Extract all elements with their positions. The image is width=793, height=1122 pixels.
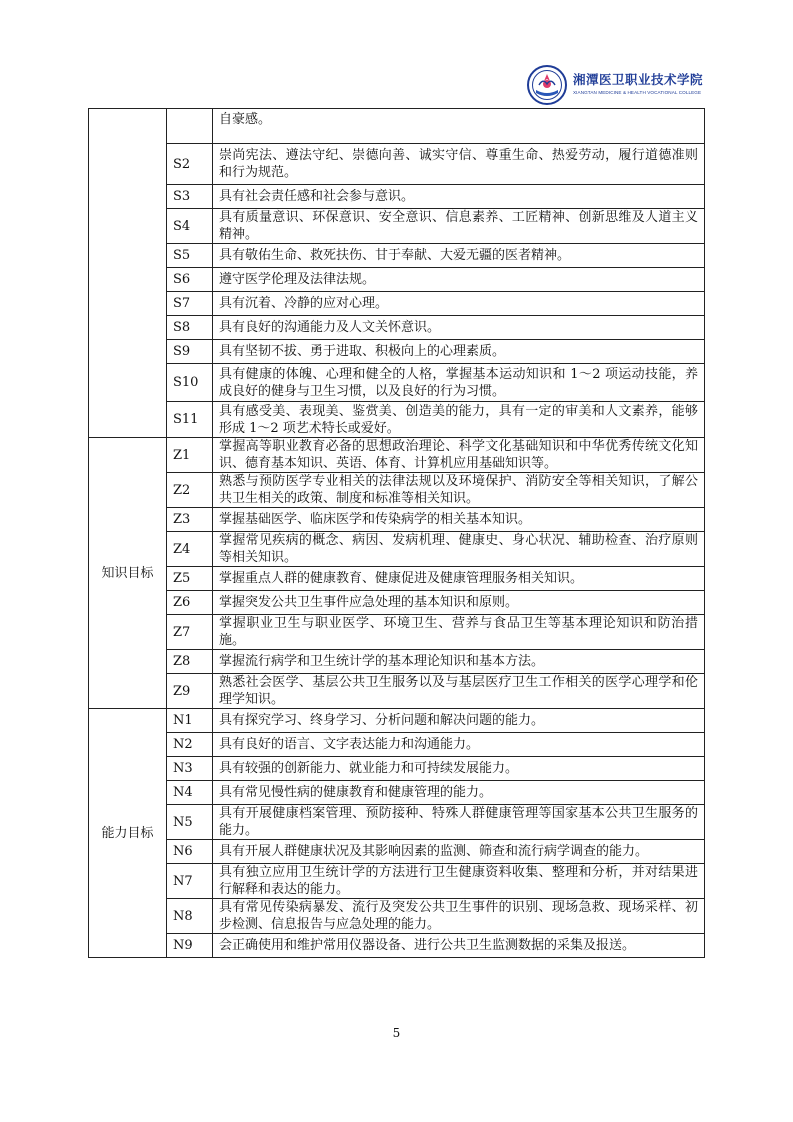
table-row [89,340,705,364]
row-description: 具有敬佑生命、救死扶伤、甘于奉献、大爱无疆的医者精神。 [213,244,705,268]
row-description: 会正确使用和维护常用仪器设备、进行公共卫生监测数据的采集及报送。 [213,934,705,958]
category-cell-quality [89,109,167,438]
row-description: 具有常见传染病暴发、流行及突发公共卫生事件的识别、现场急救、现场采样、初步检测、信息报告与应急处理的能力。 [213,899,705,934]
row-code: S2 [167,144,213,185]
table-row [89,591,705,615]
row-code: N3 [167,757,213,781]
row-description: 具有质量意识、环保意识、安全意识、信息素养、工匠精神、创新思维及人道主义精神。 [213,209,705,244]
row-description: 具有良好的语言、文字表达能力和沟通能力。 [213,733,705,757]
row-code: S10 [167,364,213,402]
row-code: S3 [167,185,213,209]
table-row [89,781,705,805]
row-code: S9 [167,340,213,364]
table-row [89,364,705,402]
row-description: 熟悉与预防医学专业相关的法律法规以及环境保护、消防安全等相关知识，了解公共卫生相关的政策、制度和标准等相关知识。 [213,473,705,508]
row-code: S8 [167,316,213,340]
row-description: 具有开展人群健康状况及其影响因素的监测、筛查和流行病学调查的能力。 [213,840,705,864]
college-logo [527,63,717,107]
table-row [89,292,705,316]
table-row [89,674,705,709]
table-row [89,615,705,650]
table-row [89,805,705,840]
row-description: 崇尚宪法、遵法守纪、崇德向善、诚实守信、尊重生命、热爱劳动，履行道德准则和行为规范。 [213,144,705,185]
row-code: N5 [167,805,213,840]
category-cell-knowledge: 知识目标 [89,438,167,709]
row-description: 具有常见慢性病的健康教育和健康管理的能力。 [213,781,705,805]
row-code: S7 [167,292,213,316]
table-row [89,438,705,473]
row-code: Z3 [167,508,213,532]
table-row [89,757,705,781]
row-code: Z5 [167,567,213,591]
table-row [89,268,705,292]
row-description: 掌握职业卫生与职业医学、环境卫生、营养与食品卫生等基本理论知识和防治措施。 [213,615,705,650]
row-description: 具有感受美、表现美、鉴赏美、创造美的能力，具有一定的审美和人文素养，能够形成 1～2 项艺术特长或爱好。 [213,402,705,438]
row-code: N7 [167,864,213,899]
row-description: 具有健康的体魄、心理和健全的人格，掌握基本运动知识和 1～2 项运动技能，养成良好的健身与卫生习惯，以及良好的行为习惯。 [213,364,705,402]
college-emblem-icon [527,65,567,105]
row-description: 掌握常见疾病的概念、病因、发病机理、健康史、身心状况、辅助检查、治疗原则等相关知识。 [213,532,705,567]
row-description: 具有探究学习、终身学习、分析问题和解决问题的能力。 [213,709,705,733]
table-row [89,508,705,532]
row-description: 掌握突发公共卫生事件应急处理的基本知识和原则。 [213,591,705,615]
row-description: 具有良好的沟通能力及人文关怀意识。 [213,316,705,340]
college-name-cn: 湘潭医卫职业技术学院 [573,72,704,88]
table-row [89,934,705,958]
row-description: 具有坚韧不拔、勇于进取、积极向上的心理素质。 [213,340,705,364]
row-code: Z7 [167,615,213,650]
row-code: Z1 [167,438,213,473]
row-description: 掌握流行病学和卫生统计学的基本理论知识和基本方法。 [213,650,705,674]
row-description: 具有独立应用卫生统计学的方法进行卫生健康资料收集、整理和分析，并对结果进行解释和表达的能力。 [213,864,705,899]
table-row [89,144,705,185]
row-code: N6 [167,840,213,864]
row-description: 掌握高等职业教育必备的思想政治理论、科学文化基础知识和中华优秀传统文化知识、德育基本知识、英语、体育、计算机应用基础知识等。 [213,438,705,473]
row-code: N4 [167,781,213,805]
college-name-en: XIANGTAN MEDICINE & HEALTH VOCATIONAL COLLEGE [573,89,702,95]
table-row [89,109,705,144]
row-description: 具有社会责任感和社会参与意识。 [213,185,705,209]
row-code: N9 [167,934,213,958]
row-description: 具有开展健康档案管理、预防接种、特殊人群健康管理等国家基本公共卫生服务的能力。 [213,805,705,840]
page-number: 5 [392,1026,401,1040]
table-row [89,709,705,733]
row-description: 自豪感。 [213,109,705,144]
row-description: 遵守医学伦理及法律法规。 [213,268,705,292]
row-code: Z2 [167,473,213,508]
table-row [89,899,705,934]
table-row [89,402,705,438]
table-row [89,650,705,674]
table-row [89,316,705,340]
row-description: 熟悉社会医学、基层公共卫生服务以及与基层医疗卫生工作相关的医学心理学和伦理学知识。 [213,674,705,709]
table-row [89,473,705,508]
table-row [89,733,705,757]
row-code: N8 [167,899,213,934]
row-code: S4 [167,209,213,244]
row-code: S11 [167,402,213,438]
table-row [89,567,705,591]
row-code: N1 [167,709,213,733]
row-code: S6 [167,268,213,292]
row-code: Z9 [167,674,213,709]
row-code: Z4 [167,532,213,567]
row-description: 掌握基础医学、临床医学和传染病学的相关基本知识。 [213,508,705,532]
table-row [89,840,705,864]
table-row [89,185,705,209]
row-description: 掌握重点人群的健康教育、健康促进及健康管理服务相关知识。 [213,567,705,591]
table-row [89,864,705,899]
table-row [89,532,705,567]
row-description: 具有较强的创新能力、就业能力和可持续发展能力。 [213,757,705,781]
table-row [89,209,705,244]
category-cell-ability: 能力目标 [89,709,167,958]
row-code: S5 [167,244,213,268]
training-goals-table [88,108,705,958]
row-code [167,109,213,144]
row-description: 具有沉着、冷静的应对心理。 [213,292,705,316]
table-row [89,244,705,268]
row-code: Z8 [167,650,213,674]
row-code: Z6 [167,591,213,615]
row-code: N2 [167,733,213,757]
